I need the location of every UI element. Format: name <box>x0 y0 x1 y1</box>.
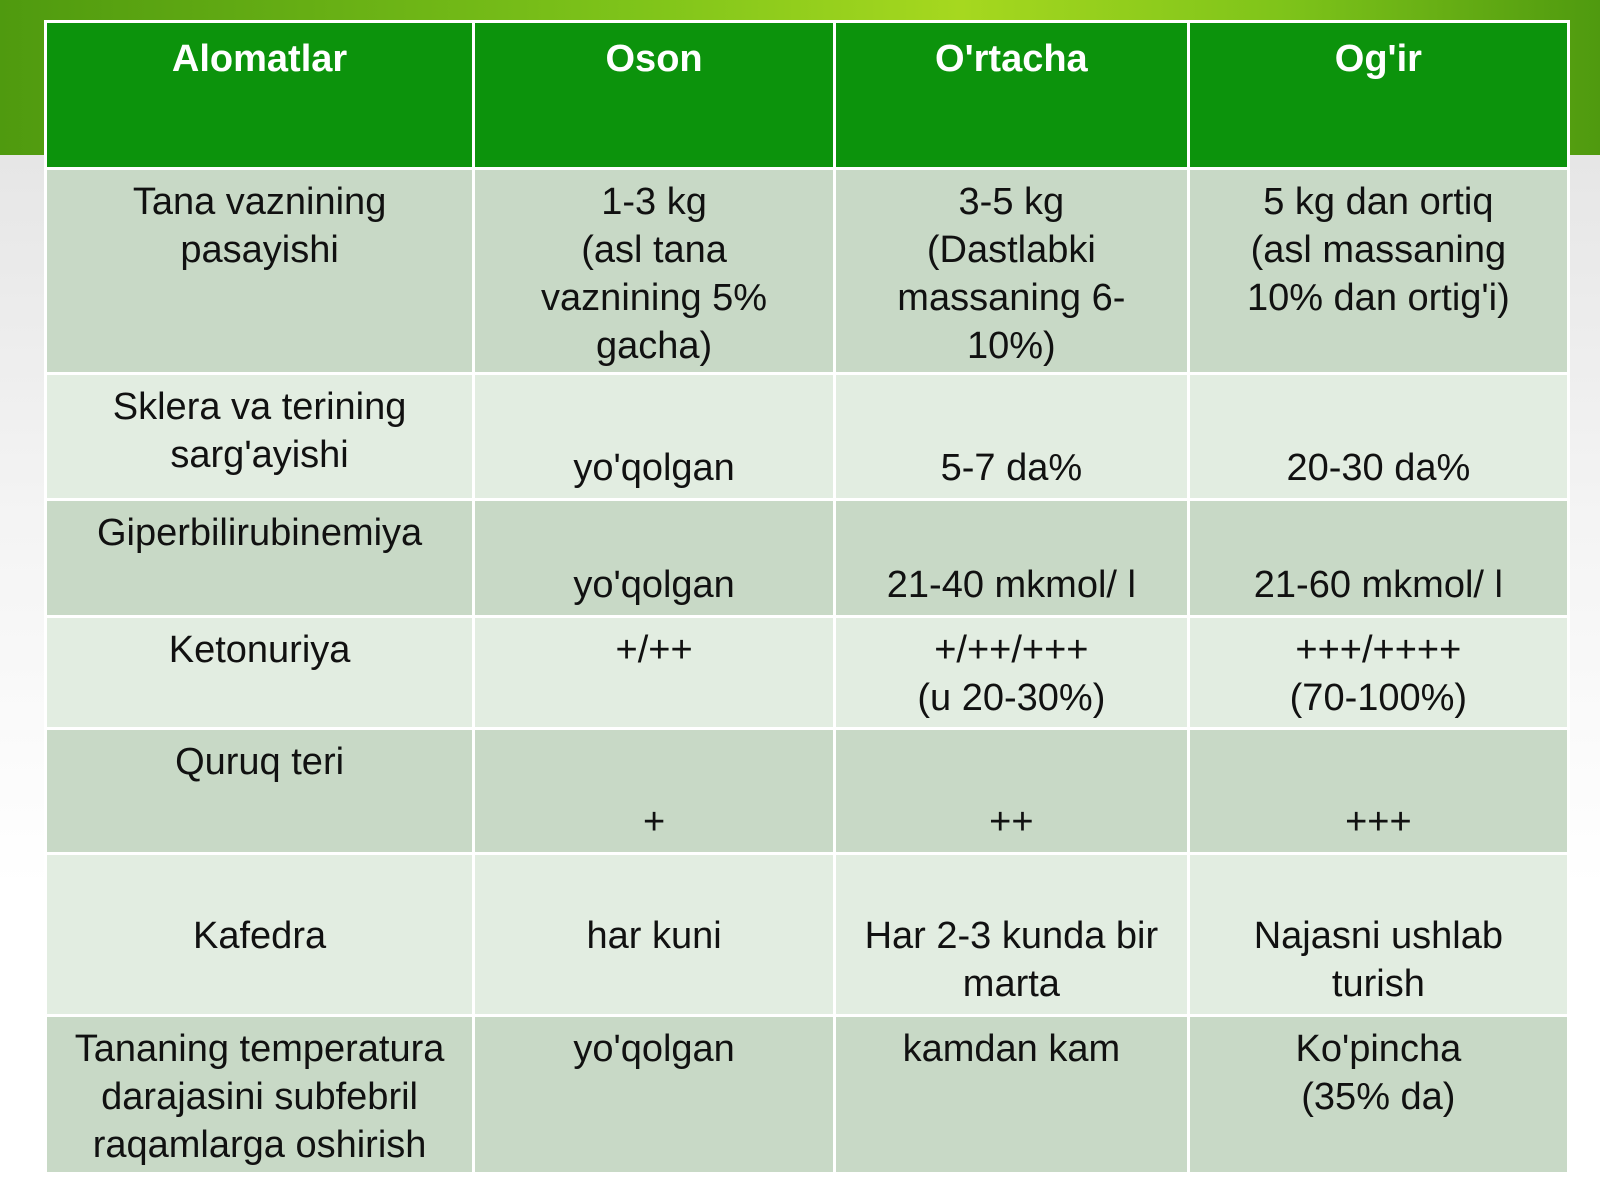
row-label: Tana vaznining pasayishi <box>46 169 474 374</box>
table-cell: 5-7 da% <box>835 374 1189 500</box>
table-cell: 21-40 mkmol/ l <box>835 500 1189 617</box>
table-header-row <box>46 22 1569 169</box>
table-cell: +/++ <box>474 617 835 729</box>
table-row <box>46 854 1569 1016</box>
table-cell: Ko'pincha (35% da) <box>1188 1016 1568 1174</box>
table-cell: 5 kg dan ortiq (asl massaning 10% dan ortig'i) <box>1188 169 1568 374</box>
table-cell: + <box>474 729 835 854</box>
row-label: Tananing temperatura darajasini subfebril raqamlarga oshirish <box>46 1016 474 1174</box>
table-cell: har kuni <box>474 854 835 1016</box>
header-cell-severe: Og'ir <box>1188 22 1568 169</box>
header-cell-moderate: O'rtacha <box>835 22 1189 169</box>
row-label: Giperbilirubinemiya <box>46 500 474 617</box>
row-label: Sklera va terining sarg'ayishi <box>46 374 474 500</box>
table-row <box>46 374 1569 500</box>
header-cell-symptoms: Alomatlar <box>46 22 474 169</box>
table-cell: +++/++++ (70-100%) <box>1188 617 1568 729</box>
table-cell: yo'qolgan <box>474 374 835 500</box>
row-label: Ketonuriya <box>46 617 474 729</box>
table-cell: kamdan kam <box>835 1016 1189 1174</box>
table-row <box>46 617 1569 729</box>
table-cell: yo'qolgan <box>474 500 835 617</box>
row-label: Kafedra <box>46 854 474 1016</box>
table-cell: 1-3 kg (asl tana vaznining 5% gacha) <box>474 169 835 374</box>
table-cell: 21-60 mkmol/ l <box>1188 500 1568 617</box>
header-cell-mild: Oson <box>474 22 835 169</box>
table-cell: ++ <box>835 729 1189 854</box>
table-cell: 3-5 kg (Dastlabki massaning 6- 10%) <box>835 169 1189 374</box>
table-cell: yo'qolgan <box>474 1016 835 1174</box>
table-row <box>46 729 1569 854</box>
table-cell: +++ <box>1188 729 1568 854</box>
table-cell: Har 2-3 kunda bir marta <box>835 854 1189 1016</box>
row-label: Quruq teri <box>46 729 474 854</box>
table-row <box>46 169 1569 374</box>
table-cell: Najasni ushlab turish <box>1188 854 1568 1016</box>
table-row <box>46 500 1569 617</box>
symptoms-table <box>44 20 1570 1175</box>
table-row <box>46 1016 1569 1174</box>
table-cell: 20-30 da% <box>1188 374 1568 500</box>
table-cell: +/++/+++ (u 20-30%) <box>835 617 1189 729</box>
